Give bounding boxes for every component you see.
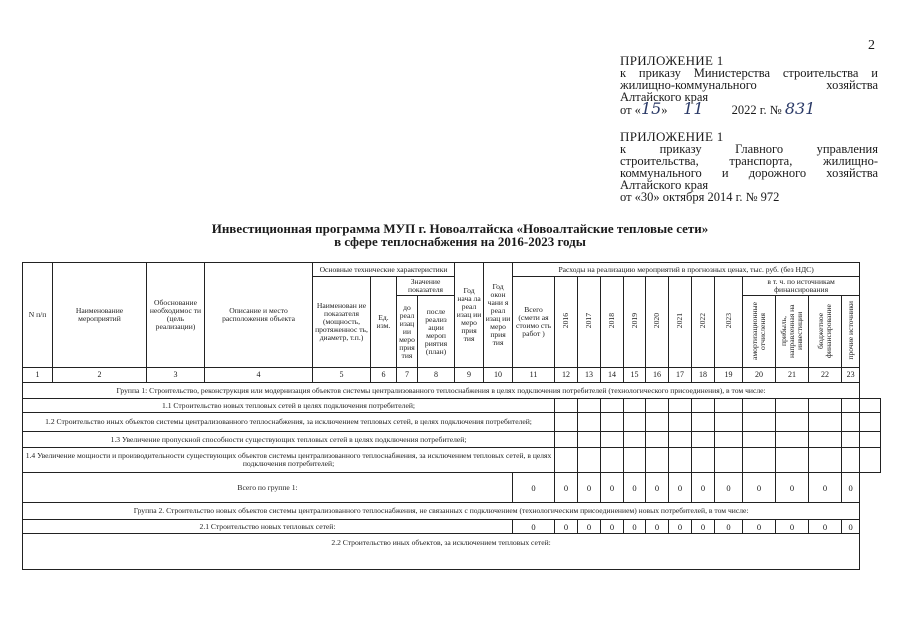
total-value: 0 (809, 473, 842, 503)
item-2-1-label: 2.1 Строительство новых тепловых сетей: (23, 520, 513, 534)
header-year-start: Год нача ла реал изац ии меро прия тия (455, 263, 484, 368)
column-number: 20 (743, 368, 776, 383)
total-value: 0 (624, 473, 646, 503)
column-number: 17 (669, 368, 692, 383)
appendix-main-directorate (620, 131, 878, 203)
total-value: 0 (776, 473, 809, 503)
appendix-line: к приказу Министерства строительства и (620, 66, 878, 80)
appendix-line: коммунального и дорожного хозяйства (620, 166, 878, 180)
header-year-end: Год окон чани я реал изац ии меро прия тия (484, 263, 513, 368)
header-source-amortization: амортизационные отчисления (743, 296, 776, 368)
item-2-1-value: 0 (842, 520, 860, 534)
page-number: 2 (868, 38, 875, 53)
item-1-2: 1.2 Строительство иных объектов системы централизованного теплоснабжения, за исключением тепловых сетей, в целях подключения потребителей; (23, 413, 555, 432)
appendix-heading: ПРИЛОЖЕНИЕ 1 (620, 129, 724, 144)
total-value: 0 (513, 473, 555, 503)
item-2-1-value: 0 (715, 520, 743, 534)
column-number: 5 (313, 368, 371, 383)
column-number: 23 (842, 368, 860, 383)
item-2-1-value: 0 (578, 520, 601, 534)
total-value: 0 (555, 473, 578, 503)
column-number: 14 (601, 368, 624, 383)
appendix-line: к приказу Главного управления (620, 142, 878, 156)
header-source-profit: прибыль, направленная на инвестиции (776, 296, 809, 368)
header-value-after: после реализ ации мероп риятия (план) (418, 296, 455, 368)
appendix-heading: ПРИЛОЖЕНИЕ 1 (620, 53, 724, 68)
total-value: 0 (646, 473, 669, 503)
column-number: 3 (147, 368, 205, 383)
table-row (23, 432, 881, 448)
table-row (23, 413, 881, 432)
header-justification: Обоснование необходимос ти (цель реализации) (147, 263, 205, 368)
header-year-2022: 2022 (692, 277, 715, 368)
item-2-2-label: 2.2 Строительство иных объектов, за исключением тепловых сетей: (23, 534, 860, 570)
item-1-4: 1.4 Увеличение мощности и производительности существующих объектов системы централизованного теплоснабжения, за исключением тепловых сетей, в целях подключения потребителей; (23, 448, 555, 473)
total-group-1-label: Всего по группе 1: (23, 473, 513, 503)
table-row (23, 383, 881, 399)
header-source-other: прочие источники (842, 296, 860, 368)
column-number: 22 (809, 368, 842, 383)
header-value-group: Значение показателя (397, 277, 455, 296)
appendix-line: от «30» октября 2014 г. № 972 (620, 190, 780, 204)
total-value: 0 (743, 473, 776, 503)
table-row (23, 520, 881, 534)
appendix-line: Алтайского края (620, 90, 709, 104)
header-indicator-name: Наименован ие показателя (мощность, протяженнос ть, диаметр, т.п.) (313, 277, 371, 368)
handwritten-number: 831 (784, 99, 816, 118)
title-line: Инвестиционная программа МУП г. Новоалтайска «Новоалтайские тепловые сети» (211, 221, 709, 236)
item-2-1-value: 0 (624, 520, 646, 534)
header-num: N п/п (23, 263, 53, 368)
total-value: 0 (601, 473, 624, 503)
column-number: 12 (555, 368, 578, 383)
header-costs-group: Расходы на реализацию мероприятий в прогнозных ценах, тыс. руб. (без НДС) (513, 263, 860, 277)
item-2-1-value: 0 (669, 520, 692, 534)
table-row (23, 534, 881, 570)
column-number: 8 (418, 368, 455, 383)
header-name: Наименование мероприятий (53, 263, 147, 368)
column-number: 7 (397, 368, 418, 383)
header-value-before: до реал изац ии меро прия тия (397, 296, 418, 368)
table-row (23, 473, 881, 503)
table-row (23, 399, 881, 413)
appendix-line: жилищно-коммунального хозяйства (620, 78, 878, 92)
header-year-2021: 2021 (669, 277, 692, 368)
total-value: 0 (669, 473, 692, 503)
column-number: 13 (578, 368, 601, 383)
group-1-heading: Группа 1: Строительство, реконструкция или модернизация объектов системы централизованного теплоснабжения в целях подключения потребителей (технологического присоединения), в том числе: (23, 383, 860, 399)
appendix-date-line (620, 99, 878, 118)
item-2-1-value: 0 (555, 520, 578, 534)
total-value: 0 (842, 473, 860, 503)
header-tech-group: Основные технические характеристики (313, 263, 455, 277)
header-year-2019: 2019 (624, 277, 646, 368)
column-number: 9 (455, 368, 484, 383)
column-number: 2 (53, 368, 147, 383)
column-number: 1 (23, 368, 53, 383)
column-number: 18 (692, 368, 715, 383)
header-year-2020: 2020 (646, 277, 669, 368)
column-number: 15 (624, 368, 646, 383)
total-value: 0 (692, 473, 715, 503)
item-2-1-value: 0 (743, 520, 776, 534)
appendix-ministry (620, 55, 878, 116)
item-1-3: 1.3 Увеличение пропускной способности существующих тепловых сетей в целях подключения потребителей; (23, 432, 555, 448)
appendix-line: Алтайского края (620, 178, 709, 192)
investment-table (22, 262, 881, 570)
item-2-1-value: 0 (809, 520, 842, 534)
header-description: Описание и место расположения объекта (205, 263, 313, 368)
total-value: 0 (578, 473, 601, 503)
column-number: 19 (715, 368, 743, 383)
item-2-1-value: 0 (692, 520, 715, 534)
column-numbers-row (23, 368, 881, 383)
header-source-budget: бюджетное финансирование (809, 296, 842, 368)
header-unit: Ед. изм. (371, 277, 397, 368)
table-row (23, 503, 881, 520)
handwritten-day: 15 (640, 99, 662, 118)
document-title (140, 222, 780, 248)
column-number: 10 (484, 368, 513, 383)
total-value: 0 (715, 473, 743, 503)
item-2-1-value: 0 (776, 520, 809, 534)
column-number: 21 (776, 368, 809, 383)
item-2-1-value: 0 (513, 520, 555, 534)
date-prefix: от « (620, 103, 641, 117)
table-row (23, 448, 881, 473)
handwritten-month: 11 (683, 99, 704, 118)
column-number: 6 (371, 368, 397, 383)
item-2-1-value: 0 (601, 520, 624, 534)
appendix-line: строительства, транспорта, жилищно- (620, 154, 878, 168)
item-1-1: 1.1 Строительство новых тепловых сетей в целях подключения потребителей; (23, 399, 555, 413)
header-total: Всего (смети ая стоимо сть работ ) (513, 277, 555, 368)
header-year-2018: 2018 (601, 277, 624, 368)
title-line: в сфере теплоснабжения на 2016-2023 годы (334, 234, 586, 249)
header-sources-group: в т. ч. по источникам финансирования (743, 277, 860, 296)
column-number: 4 (205, 368, 313, 383)
date-mid: » (661, 103, 668, 117)
column-number: 11 (513, 368, 555, 383)
header-year-2023: 2023 (715, 277, 743, 368)
header-year-2017: 2017 (578, 277, 601, 368)
year-text: 2022 г. № (731, 103, 782, 117)
column-number: 16 (646, 368, 669, 383)
header-year-2016: 2016 (555, 277, 578, 368)
item-2-1-value: 0 (646, 520, 669, 534)
group-2-heading: Группа 2. Строительство новых объектов системы централизованного теплоснабжения, не связанных с подключением (технологическим присоединением) новых потребителей, в том числе: (23, 503, 860, 520)
